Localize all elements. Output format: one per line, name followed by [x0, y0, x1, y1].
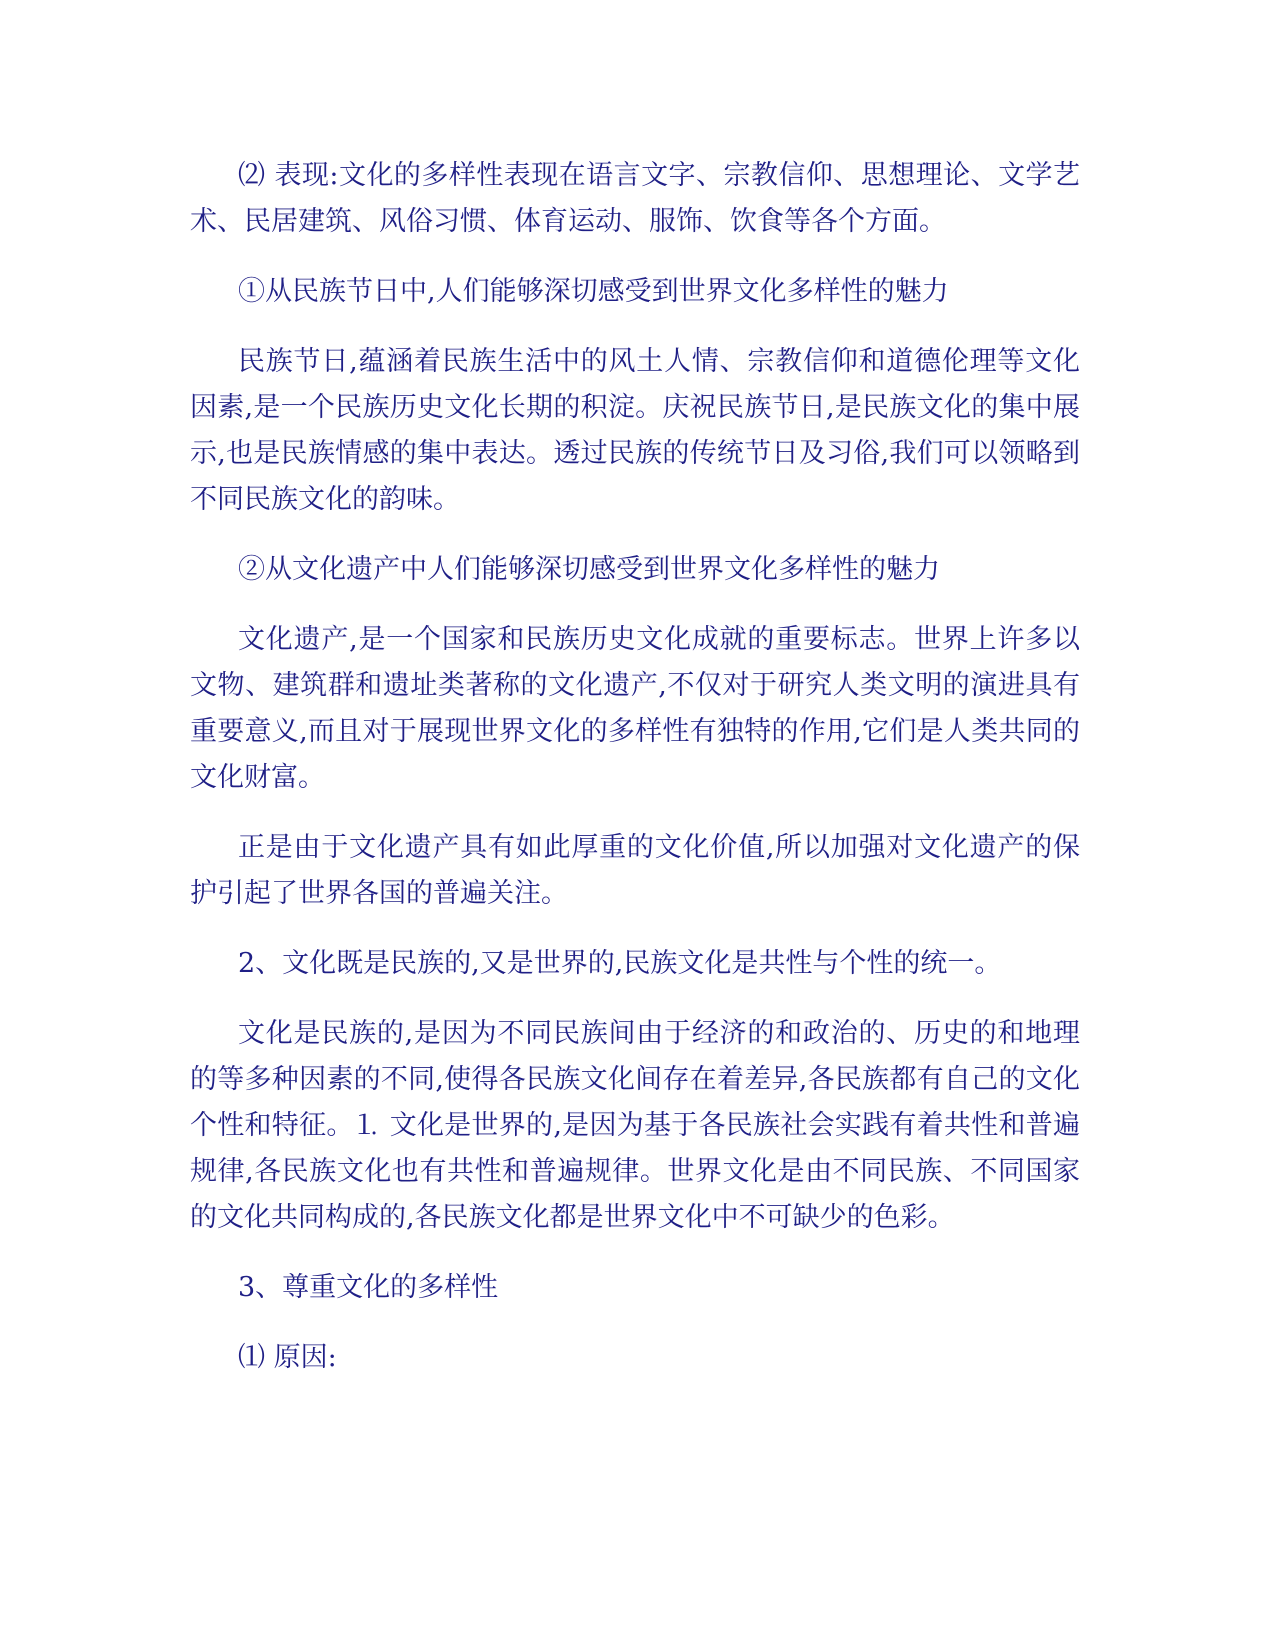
paragraph-heading-festivals: ①从民族节日中,人们能够深切感受到世界文化多样性的魅力 — [238, 276, 949, 307]
paragraph-expression: ⑵ 表现:文化的多样性表现在语言文字、宗教信仰、思想理论、文学艺术、民居建筑、风俗习惯、体育运动、服饰、饮食等各个方面。 — [190, 160, 1080, 237]
paragraph-heritage: 文化遗产,是一个国家和民族历史文化成就的重要标志。世界上许多以文物、建筑群和遗址类著称的文化遗产,不仅对于研究人类文明的演进具有重要意义,而且对于展现世界文化的多样性有独特的作用,它们是人类共同的文化财富。 — [190, 624, 1080, 793]
paragraph-heritage-protection: 正是由于文化遗产具有如此厚重的文化价值,所以加强对文化遗产的保护引起了世界各国的普遍关注。 — [190, 832, 1080, 909]
paragraph-heading-respect-diversity: 3、尊重文化的多样性 — [238, 1272, 499, 1303]
paragraph-heading-heritage: ②从文化遗产中人们能够深切感受到世界文化多样性的魅力 — [238, 554, 940, 585]
paragraph-national-world: 文化是民族的,是因为不同民族间由于经济的和政治的、历史的和地理的等多种因素的不同,使得各民族文化间存在着差异,各民族都有自己的文化个性和特征。⒈ 文化是世界的,是因为基于各民族社会实践有着共性和普遍规律,各民族文化也有共性和普遍规律。世界文化是由不同民族、不同国家的文化共同构成的,各民族文化都是世界文化中不可缺少的色彩。 — [190, 1018, 1080, 1233]
paragraph-festivals: 民族节日,蕴涵着民族生活中的风土人情、宗教信仰和道德伦理等文化因素,是一个民族历史文化长期的积淀。庆祝民族节日,是民族文化的集中展示,也是民族情感的集中表达。透过民族的传统节日及习俗,我们可以领略到不同民族文化的韵味。 — [190, 346, 1080, 515]
paragraph-heading-national-world: 2、文化既是民族的,又是世界的,民族文化是共性与个性的统一。 — [238, 948, 1002, 979]
document-body — [190, 153, 1080, 1405]
paragraph-heading-reasons: ⑴ 原因: — [238, 1342, 337, 1373]
